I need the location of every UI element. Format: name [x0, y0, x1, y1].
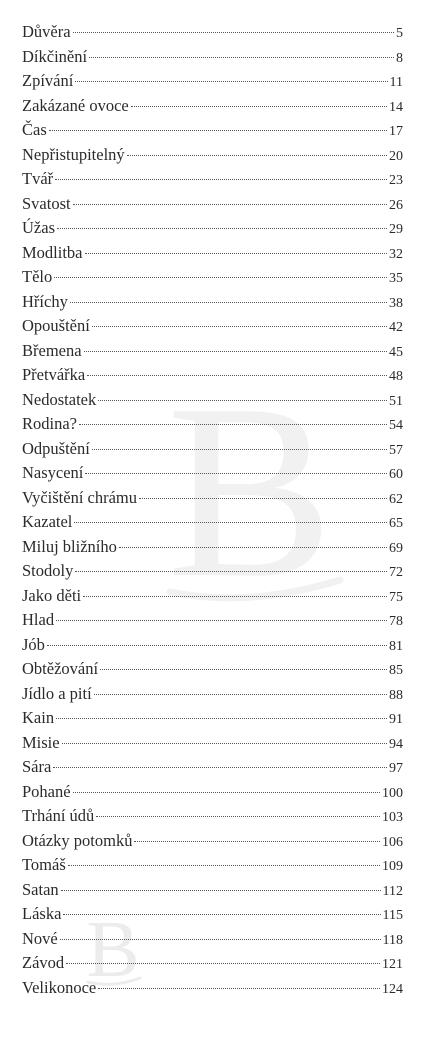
toc-entry-page-number: 35 — [389, 271, 403, 286]
toc-dot-leader — [96, 816, 380, 817]
toc-entry-title: Jídlo a pití — [22, 683, 92, 703]
toc-dot-leader — [87, 375, 387, 376]
toc-dot-leader — [56, 620, 387, 621]
toc-entry-page-number: 14 — [389, 99, 403, 115]
toc-entry-page-number: 8 — [396, 50, 403, 66]
toc-entry-page-number: 94 — [389, 736, 403, 752]
toc-entry-page-number: 57 — [389, 442, 403, 458]
toc-entry — [22, 265, 403, 290]
toc-entry — [22, 94, 403, 119]
toc-entry-title: Láska — [22, 904, 62, 923]
watermark-letter-large: B — [166, 370, 334, 620]
toc-entry-title: Díkčinění — [22, 46, 88, 66]
toc-entry — [22, 927, 403, 952]
toc-entry-title: Úžas — [22, 218, 55, 237]
toc-entry-title: Miluj bližního — [22, 536, 117, 556]
toc-entry — [22, 486, 403, 511]
toc-entry — [22, 412, 403, 437]
toc-entry — [22, 290, 403, 315]
toc-entry-page-number: 26 — [389, 197, 403, 213]
toc-entry-page-number: 51 — [389, 393, 403, 409]
toc-dot-leader — [49, 130, 387, 131]
toc-dot-leader — [139, 498, 387, 499]
toc-entry — [22, 388, 403, 413]
toc-dot-leader — [75, 571, 387, 572]
toc-entry-title: Misie — [22, 732, 60, 752]
toc-entry-page-number: 124 — [382, 981, 403, 997]
toc-entry-title: Nepřistupitelný — [22, 144, 125, 164]
toc-entry-title: Trhání údů — [22, 806, 95, 825]
toc-entry-page-number: 81 — [389, 638, 403, 654]
toc-entry-page-number: 5 — [396, 26, 403, 41]
toc-entry — [22, 437, 403, 462]
toc-entry-page-number: 109 — [382, 859, 403, 874]
toc-dot-leader — [119, 547, 387, 548]
toc-entry-page-number: 88 — [389, 687, 403, 703]
toc-entry — [22, 804, 403, 829]
toc-entry-title: Nasycení — [22, 463, 84, 482]
toc-dot-leader — [92, 326, 387, 327]
toc-dot-leader — [85, 253, 388, 254]
toc-dot-leader — [92, 449, 387, 450]
toc-entry — [22, 45, 403, 70]
toc-entry-title: Tvář — [22, 169, 54, 188]
toc-entry-page-number: 48 — [389, 369, 403, 384]
toc-entry-title: Opouštění — [22, 316, 90, 335]
toc-entry-title: Otázky potomků — [22, 830, 133, 850]
toc-entry-page-number: 103 — [382, 810, 403, 825]
toc-entry-page-number: 65 — [389, 516, 403, 531]
toc-entry-page-number: 85 — [389, 663, 403, 678]
toc-entry — [22, 20, 403, 45]
toc-entry-page-number: 112 — [382, 883, 403, 899]
toc-entry-title: Jako děti — [22, 585, 82, 605]
toc-entry — [22, 363, 403, 388]
toc-dot-leader — [98, 988, 380, 989]
toc-dot-leader — [83, 596, 387, 597]
toc-dot-leader — [70, 302, 387, 303]
toc-dot-leader — [94, 694, 387, 695]
toc-dot-leader — [73, 32, 394, 33]
toc-entry — [22, 143, 403, 168]
toc-dot-leader — [85, 473, 387, 474]
toc-entry-page-number: 54 — [389, 418, 403, 433]
toc-entry-title: Zakázané ovoce — [22, 95, 129, 115]
toc-dot-leader — [127, 155, 387, 156]
toc-entry-page-number: 11 — [389, 75, 403, 90]
toc-entry — [22, 853, 403, 878]
toc-entry — [22, 167, 403, 192]
toc-entry — [22, 69, 403, 94]
toc-entry-title: Hříchy — [22, 291, 68, 311]
toc-entry-page-number: 38 — [389, 295, 403, 311]
toc-entry-title: Obtěžování — [22, 659, 99, 678]
toc-dot-leader — [60, 939, 381, 940]
toc-entry-title: Tělo — [22, 267, 53, 286]
toc-dot-leader — [131, 106, 387, 107]
toc-entry-title: Břemena — [22, 340, 82, 360]
toc-entry-page-number: 29 — [389, 222, 403, 237]
toc-entry — [22, 878, 403, 903]
toc-entry-title: Pohané — [22, 781, 71, 801]
toc-dot-leader — [56, 718, 387, 719]
toc-entry-page-number: 23 — [389, 173, 403, 188]
toc-entry-page-number: 121 — [382, 957, 403, 972]
toc-entry — [22, 902, 403, 927]
toc-entry-title: Kazatel — [22, 512, 73, 531]
table-of-contents — [22, 20, 403, 1000]
toc-dot-leader — [98, 400, 387, 401]
toc-entry-title: Jób — [22, 634, 45, 654]
toc-entry — [22, 755, 403, 780]
toc-dot-leader — [66, 963, 380, 964]
toc-entry-page-number: 100 — [382, 785, 403, 801]
toc-entry-title: Nedostatek — [22, 389, 97, 409]
toc-entry-title: Satan — [22, 879, 59, 899]
toc-entry — [22, 584, 403, 609]
toc-entry — [22, 314, 403, 339]
toc-entry-page-number: 75 — [389, 589, 403, 605]
toc-entry-title: Velikonoce — [22, 977, 97, 997]
toc-entry-title: Nové — [22, 928, 58, 948]
toc-entry — [22, 682, 403, 707]
toc-entry-title: Modlitba — [22, 242, 83, 262]
toc-entry-page-number: 42 — [389, 320, 403, 335]
toc-dot-leader — [55, 179, 387, 180]
toc-entry-title: Tomáš — [22, 855, 66, 874]
toc-entry-title: Rodina? — [22, 414, 77, 433]
toc-dot-leader — [73, 204, 387, 205]
toc-entry-title: Závod — [22, 953, 65, 972]
toc-entry — [22, 829, 403, 854]
toc-entry-title: Odpuštění — [22, 438, 90, 458]
toc-dot-leader — [62, 743, 387, 744]
toc-entry-page-number: 78 — [389, 614, 403, 629]
toc-dot-leader — [53, 767, 387, 768]
toc-entry-title: Kain — [22, 708, 55, 727]
toc-entry — [22, 461, 403, 486]
toc-entry-page-number: 62 — [389, 491, 403, 507]
toc-entry-page-number: 106 — [382, 834, 403, 850]
toc-entry — [22, 976, 403, 1001]
toc-entry — [22, 535, 403, 560]
toc-entry-title: Důvěra — [22, 22, 71, 41]
toc-dot-leader — [73, 792, 380, 793]
toc-dot-leader — [89, 57, 394, 58]
toc-entry — [22, 118, 403, 143]
toc-dot-leader — [74, 522, 387, 523]
toc-entry — [22, 633, 403, 658]
toc-entry-page-number: 72 — [389, 565, 403, 580]
toc-dot-leader — [61, 890, 381, 891]
toc-dot-leader — [75, 81, 387, 82]
toc-entry-title: Sára — [22, 757, 52, 776]
toc-dot-leader — [100, 669, 387, 670]
toc-entry — [22, 241, 403, 266]
toc-dot-leader — [134, 841, 380, 842]
toc-entry — [22, 510, 403, 535]
toc-dot-leader — [63, 914, 380, 915]
toc-entry-page-number: 115 — [382, 908, 403, 923]
toc-entry-title: Zpívání — [22, 71, 74, 90]
toc-dot-leader — [79, 424, 387, 425]
toc-dot-leader — [57, 228, 387, 229]
watermark-letter-small: B — [86, 910, 140, 992]
toc-dot-leader — [84, 351, 387, 352]
toc-entry-title: Svatost — [22, 193, 71, 213]
toc-entry — [22, 706, 403, 731]
toc-dot-leader — [47, 645, 387, 646]
toc-entry-page-number: 45 — [389, 344, 403, 360]
toc-entry — [22, 216, 403, 241]
toc-dot-leader — [68, 865, 380, 866]
toc-entry — [22, 192, 403, 217]
toc-entry-page-number: 118 — [382, 932, 403, 948]
toc-entry — [22, 339, 403, 364]
toc-entry-title: Vyčištění chrámu — [22, 487, 138, 507]
toc-entry-title: Stodoly — [22, 561, 74, 580]
toc-entry — [22, 780, 403, 805]
toc-entry — [22, 657, 403, 682]
toc-entry-title: Hlad — [22, 610, 55, 629]
toc-entry — [22, 951, 403, 976]
toc-entry — [22, 559, 403, 584]
toc-entry-title: Přetvářka — [22, 365, 86, 384]
toc-entry-page-number: 17 — [389, 124, 403, 139]
toc-entry-page-number: 60 — [389, 467, 403, 482]
toc-entry-page-number: 97 — [389, 761, 403, 776]
toc-entry-page-number: 69 — [389, 540, 403, 556]
toc-entry-page-number: 32 — [389, 246, 403, 262]
toc-entry-page-number: 20 — [389, 148, 403, 164]
toc-entry — [22, 608, 403, 633]
toc-entry-title: Čas — [22, 120, 47, 139]
toc-dot-leader — [54, 277, 387, 278]
toc-entry — [22, 731, 403, 756]
toc-entry-page-number: 91 — [389, 712, 403, 727]
